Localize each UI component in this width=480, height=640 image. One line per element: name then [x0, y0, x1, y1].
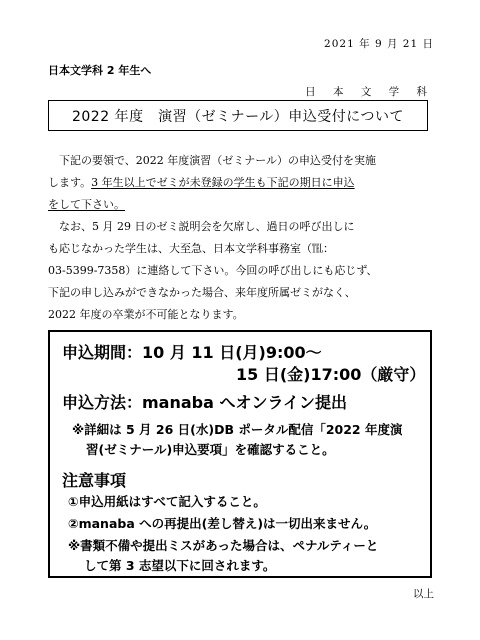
title-box	[48, 100, 428, 131]
underlined-notice: 3 年生以上でゼミが未登録の学生も下記の期日に申込	[91, 176, 355, 189]
body-line: 下記の要領で、2022 年度演習（ゼミナール）の申込受付を実施	[59, 154, 377, 167]
sender-line: 日 本 文 学 科	[305, 86, 434, 98]
body-line	[48, 172, 438, 194]
application-period: 申込期間：10 月 11 日(月)9:00～	[62, 343, 322, 362]
application-period-end: 15 日(金)17:00（厳守）	[236, 365, 426, 384]
caution-heading: 注意事項	[62, 471, 127, 490]
application-method: 申込方法：manaba へオンライン提出	[62, 393, 347, 412]
document-title: 2022 年度 演習（ゼミナール）申込受付について	[71, 108, 405, 125]
closing-mark: 以上	[413, 588, 434, 600]
body-line: も応じなかった学生は、大至急、日本文学科事務室（℡：	[48, 242, 334, 255]
caution-item-continued: して第 3 志望以下に回されます。	[84, 558, 276, 573]
caution-item: ②manaba への再提出(差し替え)は一切出来ません。	[68, 516, 377, 531]
body-line: なお、5 月 29 日のゼミ説明会を欠席し、過日の呼び出しに	[59, 220, 355, 233]
detail-note-line: ※詳細は 5 月 26 日(水)DB ポータル配信「2022 年度演	[72, 422, 403, 437]
caution-item: ①申込用紙はすべて記入すること。	[68, 494, 266, 509]
application-info-box	[48, 330, 432, 578]
caution-item: ※書類不備や提出ミスがあった場合は、ペナルティーと	[68, 538, 379, 553]
body-line: 下記の申し込みができなかった場合、来年度所属ゼミがなく、	[48, 286, 356, 299]
recipient-line: 日本文学科 2 年生へ	[48, 64, 152, 77]
body-text	[48, 150, 438, 326]
body-text-segment: します。	[48, 176, 92, 189]
detail-note-line: 習(ゼミナール)申込要項」を確認すること。	[86, 442, 335, 457]
body-line: 03-5399-7358）に連絡して下さい。今回の呼び出しにも応じず、	[48, 264, 378, 277]
underlined-notice-end: をして下さい。	[48, 198, 125, 211]
issue-date: 2021 年 9 月 21 日	[324, 38, 434, 50]
body-line: 2022 年度の卒業が不可能となります。	[48, 308, 244, 321]
